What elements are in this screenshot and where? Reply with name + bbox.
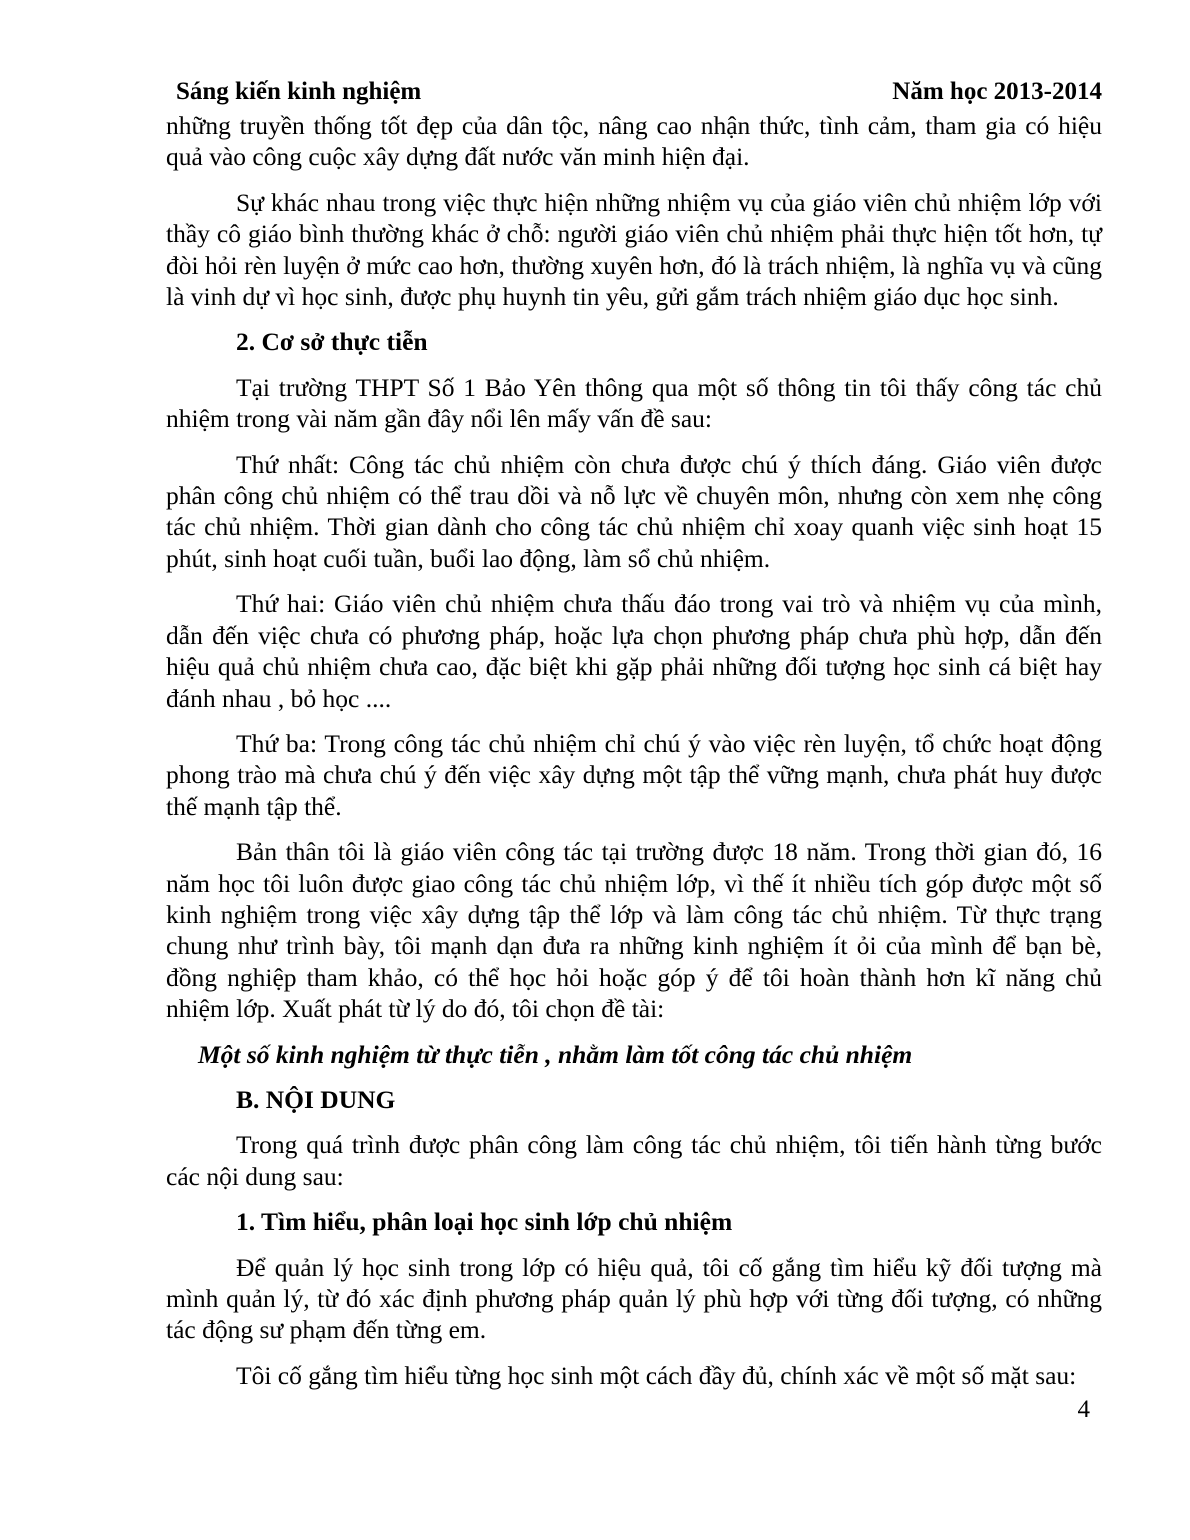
header-title: Sáng kiến kinh nghiệm: [176, 78, 422, 105]
header-school-year: Năm học 2013-2014: [892, 78, 1102, 105]
paragraph-personal-experience: Bản thân tôi là giáo viên công tác tại trường được 18 năm. Trong thời gian đó, 16 năm học tôi luôn được giao công tác chủ nhiệm lớp, vì thế ít nhiều tích góp được một số kinh nghiệm trong việc xây dựng tập thể lớp và làm công tác chủ nhiệm. Từ thực trạng chung như trình bày, tôi mạnh dạn đưa ra những kinh nghiệm ít ỏi của mình để bạn bè, đồng nghiệp tham khảo, có thể học hỏi hoặc góp ý để tôi hoàn thành hơn kĩ năng chủ nhiệm lớp. Xuất phát từ lý do đó, tôi chọn đề tài:: [166, 837, 1102, 1024]
heading-content: B. NỘI DUNG: [236, 1084, 396, 1114]
paragraph-second-issue: Thứ hai: Giáo viên chủ nhiệm chưa thấu đáo trong vai trò và nhiệm vụ của mình, dẫn đến việc chưa có phương pháp, hoặc lựa chọn phương pháp chưa phù hợp, dẫn đến hiệu quả chủ nhiệm chưa cao, đặc biệt khi gặp phải những đối tượng học sinh cá biệt hay đánh nhau , bỏ học ....: [166, 589, 1102, 713]
topic-title: Một số kinh nghiệm từ thực tiễn , nhằm làm tốt công tác chủ nhiệm: [198, 1039, 913, 1069]
page-number: 4: [1077, 1396, 1090, 1423]
paragraph-first-issue: Thứ nhất: Công tác chủ nhiệm còn chưa được chú ý thích đáng. Giáo viên được phân công chủ nhiệm có thể trau dồi và nỗ lực về chuyên môn, nhưng còn xem nhẹ công tác chủ nhiệm. Thời gian dành cho công tác chủ nhiệm chỉ xoay quanh việc sinh hoạt 15 phút, sinh hoạt cuối tuần, buổi lao động, làm sổ chủ nhiệm.: [166, 449, 1102, 573]
paragraph-continuation: những truyền thống tốt đẹp của dân tộc, nâng cao nhận thức, tình cảm, tham gia có hiệu quả vào công cuộc xây dựng đất nước văn minh hiện đại.: [166, 111, 1102, 172]
paragraph-process: Trong quá trình được phân công làm công tác chủ nhiệm, tôi tiến hành từng bước các nội dung sau:: [166, 1130, 1102, 1191]
heading-classify-students: 1. Tìm hiểu, phân loại học sinh lớp chủ nhiệm: [236, 1207, 733, 1237]
paragraph-manage-students: Để quản lý học sinh trong lớp có hiệu quả, tôi cố gắng tìm hiểu kỹ đối tượng mà mình quản lý, từ đó xác định phương pháp quản lý phù hợp với từng đối tượng, có những tác động sư phạm đến từng em.: [166, 1252, 1102, 1345]
heading-practical-basis: 2. Cơ sở thực tiễn: [236, 327, 428, 357]
page-header: [176, 78, 1102, 114]
paragraph-school-issues: Tại trường THPT Số 1 Bảo Yên thông qua một số thông tin tôi thấy công tác chủ nhiệm trong vài năm gần đây nổi lên mấy vấn đề sau:: [166, 372, 1102, 434]
paragraph-understand-students: Tôi cố gắng tìm hiểu từng học sinh một cách đầy đủ, chính xác về một số mặt sau:: [236, 1360, 1077, 1390]
paragraph-third-issue: Thứ ba: Trong công tác chủ nhiệm chỉ chú ý vào việc rèn luyện, tổ chức hoạt động phong trào mà chưa chú ý đến việc xây dựng một tập thể vững mạnh, chưa phát huy được thế mạnh tập thể.: [166, 728, 1102, 821]
page-content: [166, 110, 1102, 1405]
paragraph-homeroom-difference: Sự khác nhau trong việc thực hiện những nhiệm vụ của giáo viên chủ nhiệm lớp với thầy cô giáo bình thường khác ở chỗ: người giáo viên chủ nhiệm phải thực hiện tốt hơn, tự đòi hỏi rèn luyện ở mức cao hơn, thường xuyên hơn, đó là trách nhiệm, là nghĩa vụ và cũng là vinh dự vì học sinh, được phụ huynh tin yêu, gửi gắm trách nhiệm giáo dục học sinh.: [166, 187, 1102, 312]
